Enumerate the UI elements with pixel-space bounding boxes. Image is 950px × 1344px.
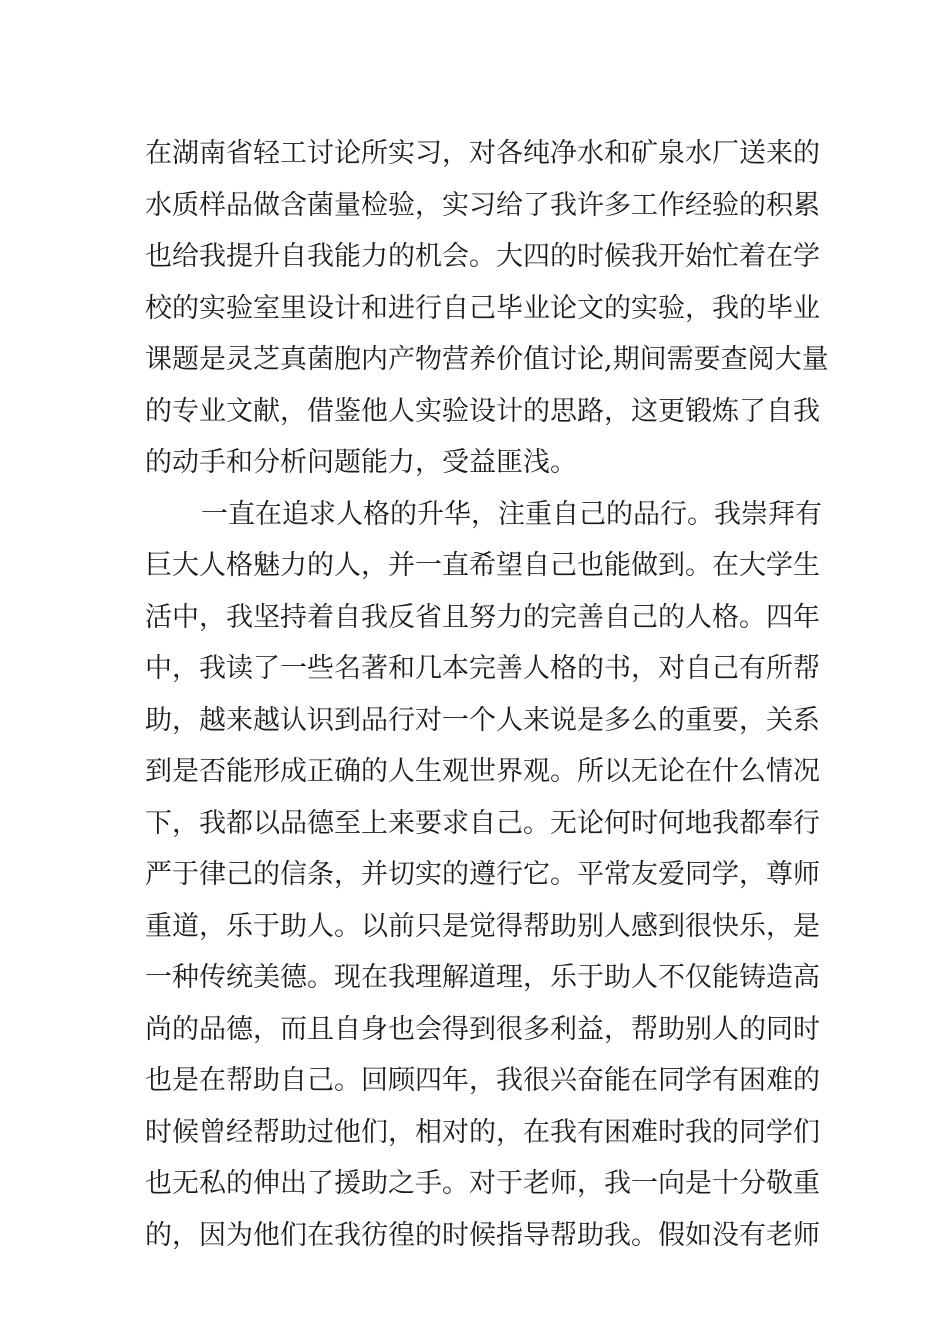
text-line: 也无私的伸出了援助之手。对于老师，我一向是十分敬重 xyxy=(145,1168,820,1199)
text-line: 尚的品德，而且自身也会得到很多利益，帮助别人的同时 xyxy=(145,1013,820,1045)
text-line: 严于律己的信条，并切实的遵行它。平常友爱同学，尊师 xyxy=(145,859,820,890)
paragraph-2 xyxy=(145,489,822,1262)
text-line: 的动手和分析问题能力，受益匪浅。 xyxy=(145,447,577,478)
text-line: 一直在追求人格的升华，注重自己的品行。我崇拜有 xyxy=(201,498,822,530)
text-line: 重道，乐于助人。以前只是觉得帮助别人感到很快乐，是 xyxy=(145,910,820,942)
text-line: 时候曾经帮助过他们，相对的，在我有困难时我的同学们 xyxy=(145,1116,820,1148)
text-line: 下，我都以品德至上来要求自己。无论何时何地我都奉行 xyxy=(145,807,820,839)
paragraph-1 xyxy=(145,128,829,489)
text-line: 水质样品做含菌量检验，实习给了我许多工作经验的积累 xyxy=(145,189,820,221)
text-line: 也给我提升自我能力的机会。大四的时候我开始忙着在学 xyxy=(145,241,820,272)
text-line: 一种传统美德。现在我理解道理，乐于助人不仅能铸造高 xyxy=(145,962,820,993)
text-line: 巨大人格魅力的人，并一直希望自己也能做到。在大学生 xyxy=(145,550,820,581)
text-line: 的专业文献，借鉴他人实验设计的思路，这更锻炼了自我 xyxy=(145,395,820,427)
text-line: 在湖南省轻工讨论所实习，对各纯净水和矿泉水厂送来的 xyxy=(145,138,820,169)
text-line: 中，我读了一些名著和几本完善人格的书，对自己有所帮 xyxy=(145,653,820,684)
text-line: 活中，我坚持着自我反省且努力的完善自己的人格。四年 xyxy=(145,601,820,633)
body-text xyxy=(145,128,829,1261)
text-line: 校的实验室里设计和进行自己毕业论文的实验，我的毕业 xyxy=(145,292,820,324)
text-line: 也是在帮助自己。回顾四年，我很兴奋能在同学有困难的 xyxy=(145,1065,820,1096)
text-line: 到是否能形成正确的人生观世界观。所以无论在什么情况 xyxy=(145,756,820,787)
text-line: 的，因为他们在我彷徨的时候指导帮助我。假如没有老师 xyxy=(145,1219,820,1251)
text-line: 助，越来越认识到品行对一个人来说是多么的重要，关系 xyxy=(145,704,820,736)
text-line: 课题是灵芝真菌胞内产物营养价值讨论,期间需要查阅大量 xyxy=(145,344,829,375)
